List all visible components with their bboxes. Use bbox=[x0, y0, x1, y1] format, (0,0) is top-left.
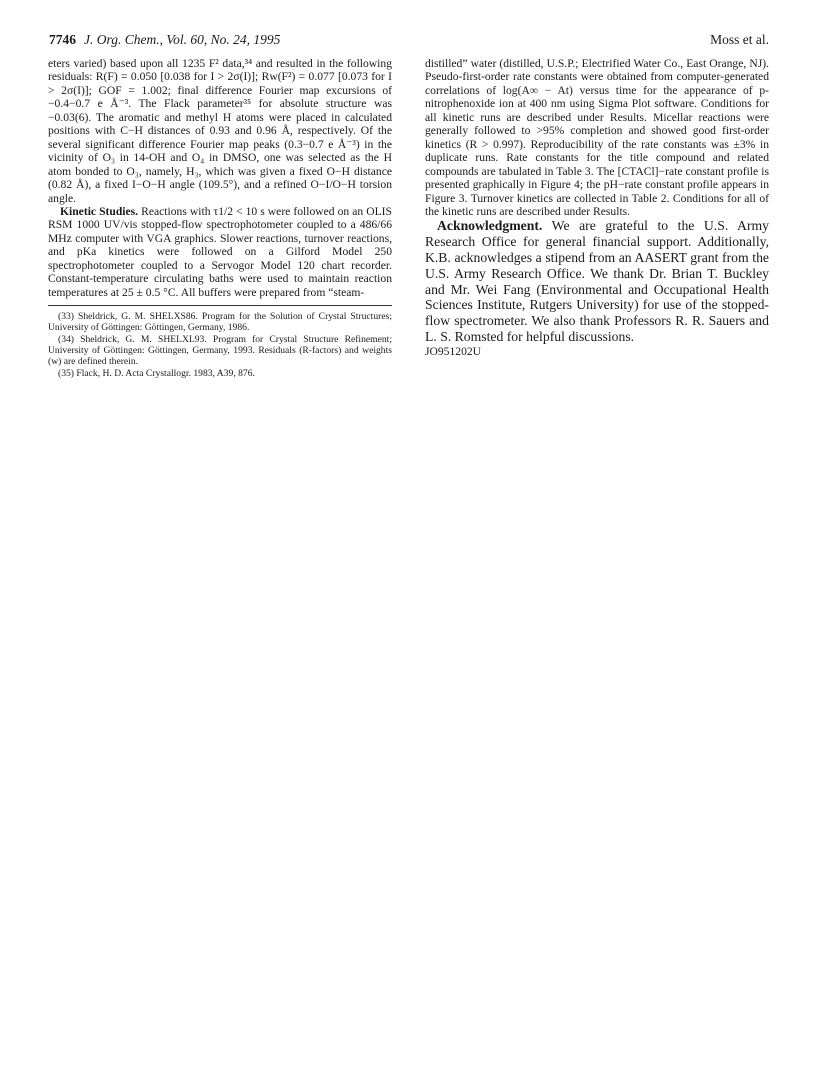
acknowledgment-paragraph bbox=[425, 218, 769, 344]
running-header bbox=[49, 32, 769, 50]
left-column bbox=[48, 57, 392, 379]
footnote-33: (33) Sheldrick, G. M. SHELXS86. Program for the Solution of Crystal Structures; University of Göttingen: Göttingen, Germany, 1986. bbox=[48, 311, 392, 334]
running-authors: Moss et al. bbox=[710, 32, 769, 47]
crystallography-text: eters varied) based upon all 1235 F² data,³⁴ and resulted in the following residuals: R(F) = 0.050 [0.038 for I > 2σ(I)]; Rw(F²) = 0.077 [0.073 for I > 2σ(I)]; GOF = 1.002; final difference Fourier map excursions of −0.4−0.7 e Å⁻³. The Flack parameter³⁵ for absolute structure was −0.03(6). The aromatic and methyl H atoms were placed in calculated positions with C−H distances of 0.93 and 0.96 Å, respectively. Of the several significant difference Fourier map peaks (0.3−0.7 e Å⁻³) in the vicinity of O₃ in 14-OH and O₄ in DMSO, one was selected as the H atom bonded to O₃, namely, H₃, which was given a fixed O−H distance (0.82 Å), a fixed I−O−H angle (109.5°), and a refined O−I/O−H torsion angle. bbox=[48, 57, 392, 205]
kinetic-studies-text: Reactions with τ1/2 < 10 s were followed on an OLIS RSM 1000 UV/vis stopped-flow spectrophotometer coupled to a 486/66 MHz computer with VGA graphics. Slower reactions, turnover reactions, and pKa kinetics were followed on a Gilford Model 250 spectrophotometer coupled to a Servogor Model 120 chart recorder. Constant-temperature circulating baths were used to maintain reaction temperatures at 25 ± 0.5 °C. All buffers were prepared from “steam- bbox=[48, 204, 392, 299]
kinetic-studies-paragraph bbox=[48, 205, 392, 299]
footnote-35: (35) Flack, H. D. Acta Crystallogr. 1983, A39, 876. bbox=[58, 367, 255, 379]
journal-citation: J. Org. Chem., Vol. 60, No. 24, 1995 bbox=[84, 32, 281, 47]
crystallography-paragraph bbox=[48, 57, 392, 205]
footnote-rule bbox=[48, 305, 392, 306]
acknowledgment-heading: Acknowledgment. bbox=[437, 218, 543, 234]
footnotes bbox=[48, 311, 392, 379]
footnote-34: (34) Sheldrick, G. M. SHELXL93. Program for Crystal Structure Refinement; University of Göttingen: Göttingen, Germany, 1993. Residuals (R-factors) and weights (w) are defined therein. bbox=[48, 333, 392, 368]
kinetic-studies-heading: Kinetic Studies. bbox=[60, 204, 139, 218]
kinetics-continued-paragraph: distilled” water (distilled, U.S.P.; Electrified Water Co., East Orange, NJ). Pseudo-first-order rate constants were obtained from computer-generated correlations of log(A∞ − At) versus time for the appearance of p-nitrophenoxide ion at 400 nm using Sigma Plot software. Conditions for all kinetic runs are described under Results. Micellar reactions were generally followed to >95% completion and showed good first-order kinetics (R > 0.997). Reproducibility of the rate constants was ±3% in duplicate runs. Rate constants for the title compound and related compounds are tabulated in Table 3. The [CTACl]−rate constant profile is presented graphically in Figure 4; the pH−rate constant profile appears in Figure 3. Turnover kinetics are collected in Table 2. Conditions for all of the kinetic runs are described under Results. bbox=[425, 57, 769, 218]
page-number: 7746 bbox=[49, 32, 76, 47]
manuscript-code: JO951202U bbox=[425, 344, 482, 358]
right-column bbox=[425, 57, 769, 358]
acknowledgment-text: We are grateful to the U.S. Army Research Office for general financial support. Additionally, K.B. acknowledges a stipend from an AASERT grant from the U.S. Army Research Office. We thank Dr. Brian T. Buckley and Mr. Wei Fang (Environmental and Occupational Health Sciences Institute, Rutgers University) for use of the stopped-flow spectrometer. We also thank Professors R. R. Sauers and L. S. Romsted for helpful discussions. bbox=[425, 218, 769, 345]
